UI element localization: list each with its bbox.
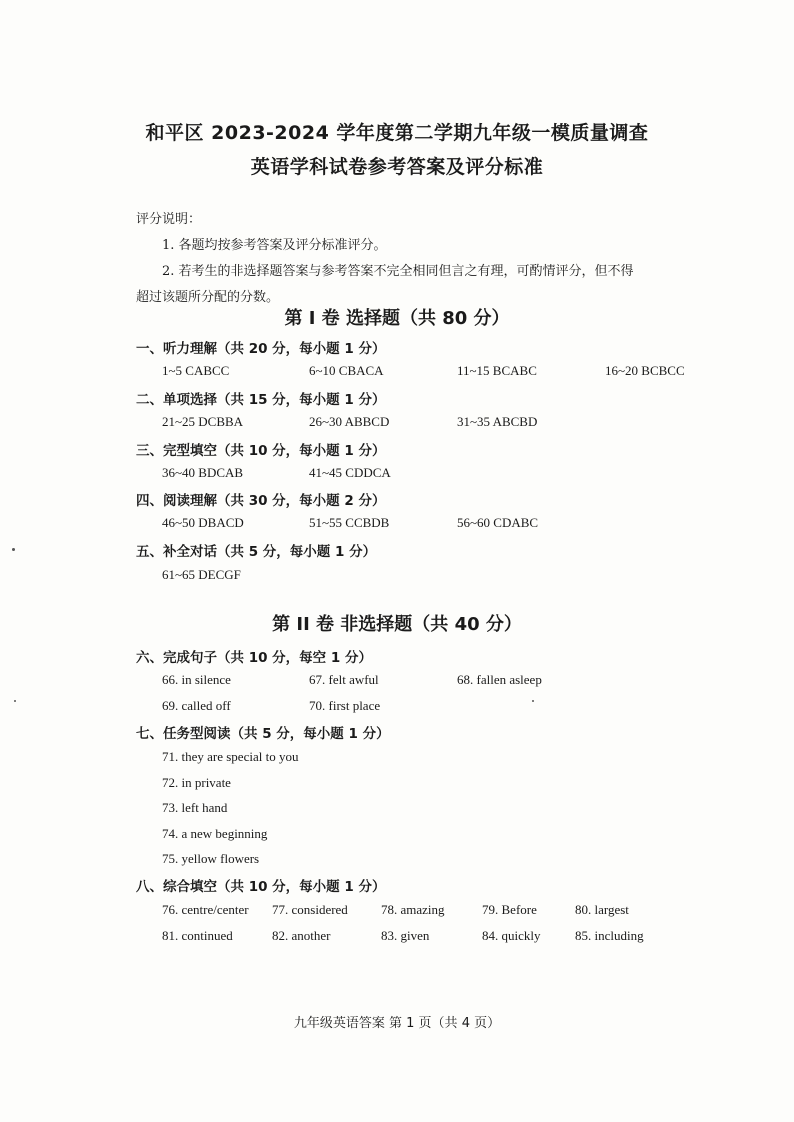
section-heading: 一、听力理解（共 20 分，每小题 1 分）	[136, 341, 386, 357]
answer-group: 6~10 CBACA	[309, 363, 384, 378]
scan-speck	[532, 700, 534, 702]
answer-item: 76. centre/center	[162, 902, 249, 917]
answer-item: 71. they are special to you	[162, 749, 299, 764]
answer-item: 74. a new beginning	[162, 826, 268, 841]
answer-group: 1~5 CABCC	[162, 363, 230, 378]
answer-item: 81. continued	[162, 928, 233, 943]
answer-item: 77. considered	[272, 902, 348, 917]
grading-note-1: 1. 各题均按参考答案及评分标准评分。	[162, 238, 387, 253]
answer-item: 80. largest	[575, 902, 629, 917]
section-heading: 八、综合填空（共 10 分，每小题 1 分）	[136, 879, 386, 895]
answer-group: 36~40 BDCAB	[162, 465, 244, 480]
answer-item: 79. Before	[482, 902, 537, 917]
section-heading: 五、补全对话（共 5 分，每小题 1 分）	[136, 544, 377, 560]
answer-group: 46~50 DBACD	[162, 515, 244, 530]
answer-group: 26~30 ABBCD	[309, 414, 390, 429]
answer-item: 69. called off	[162, 698, 231, 713]
page-footer: 九年级英语答案 第 1 页（共 4 页）	[293, 1016, 501, 1031]
answer-group: 56~60 CDABC	[457, 515, 539, 530]
answer-item: 66. in silence	[162, 672, 231, 687]
scan-speck	[12, 548, 15, 551]
answer-group: 11~15 BCABC	[457, 363, 537, 378]
answer-group: 31~35 ABCBD	[457, 414, 538, 429]
scan-speck	[14, 700, 16, 702]
section-heading: 七、任务型阅读（共 5 分，每小题 1 分）	[136, 726, 390, 742]
grading-notes-label: 评分说明：	[136, 212, 202, 227]
grading-note-2-continued: 超过该题所分配的分数。	[136, 290, 280, 305]
answer-group: 41~45 CDDCA	[309, 465, 391, 480]
section-heading: 六、完成句子（共 10 分，每空 1 分）	[136, 650, 372, 666]
answer-group: 16~20 BCBCC	[605, 363, 685, 378]
answer-item: 73. left hand	[162, 800, 228, 815]
answer-item: 78. amazing	[381, 902, 445, 917]
document-title-line1: 和平区 2023-2024 学年度第二学期九年级一模质量调查	[145, 122, 649, 144]
section-heading: 四、阅读理解（共 30 分，每小题 2 分）	[136, 493, 386, 509]
part2-title: 第 II 卷 非选择题（共 40 分）	[272, 614, 522, 635]
answer-item: 84. quickly	[482, 928, 541, 943]
grading-note-2: 2. 若考生的非选择题答案与参考答案不完全相同但言之有理，可酌情评分，但不得	[162, 264, 634, 279]
answer-group: 61~65 DECGF	[162, 567, 241, 582]
answer-item: 67. felt awful	[309, 672, 379, 687]
answer-group: 21~25 DCBBA	[162, 414, 244, 429]
section-heading: 二、单项选择（共 15 分，每小题 1 分）	[136, 392, 386, 408]
document-title-line2: 英语学科试卷参考答案及评分标准	[250, 156, 544, 178]
answer-item: 68. fallen asleep	[457, 672, 542, 687]
answer-item: 82. another	[272, 928, 331, 943]
section-heading: 三、完型填空（共 10 分，每小题 1 分）	[136, 443, 386, 459]
answer-item: 70. first place	[309, 698, 381, 713]
answer-item: 72. in private	[162, 775, 231, 790]
answer-group: 51~55 CCBDB	[309, 515, 390, 530]
part1-title: 第 I 卷 选择题（共 80 分）	[284, 308, 510, 329]
answer-item: 75. yellow flowers	[162, 851, 260, 866]
answer-item: 83. given	[381, 928, 430, 943]
answer-item: 85. including	[575, 928, 644, 943]
